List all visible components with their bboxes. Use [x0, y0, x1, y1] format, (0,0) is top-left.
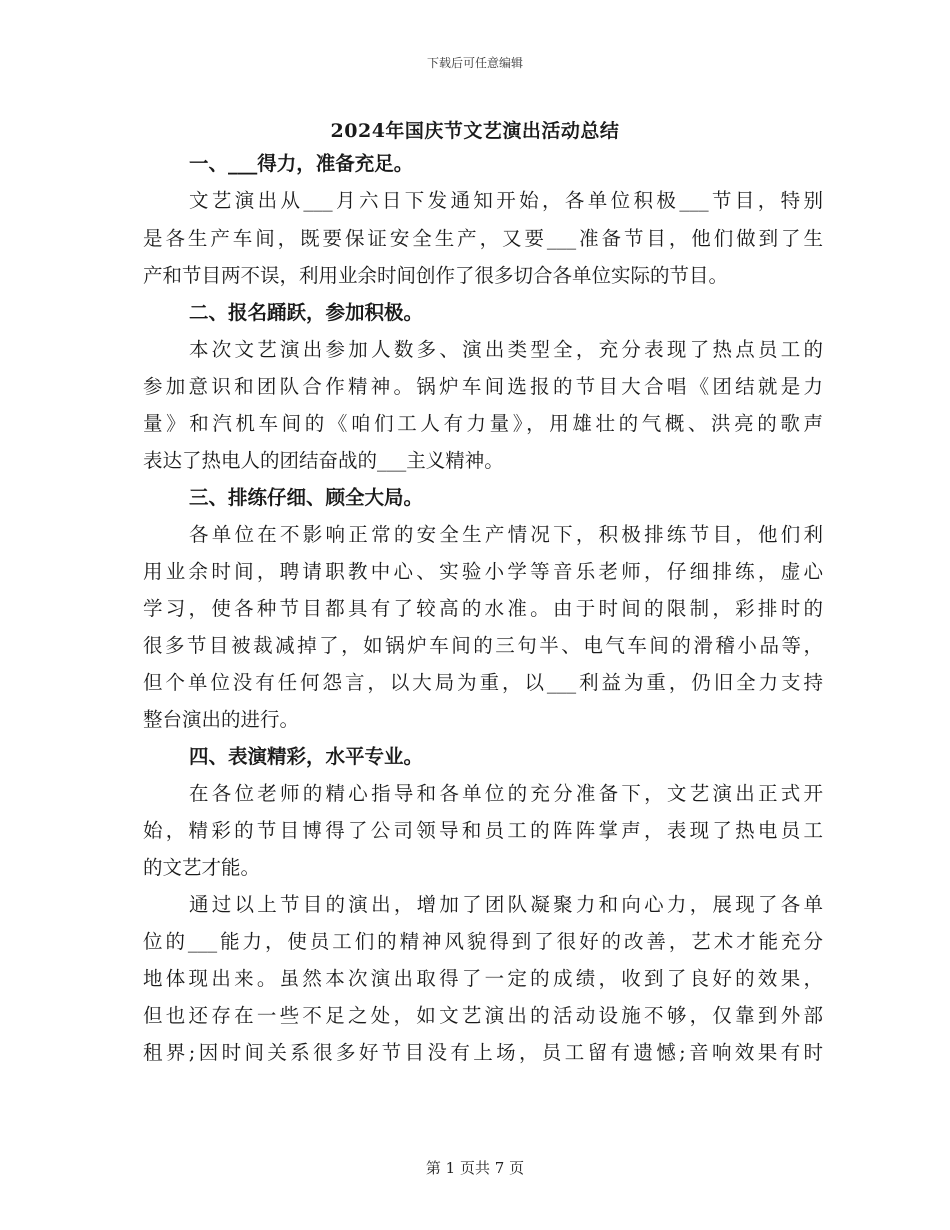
section-heading-2: 二、报名踊跃，参加积极。 — [189, 301, 424, 324]
paragraph-line: 但也还存在一些不足之处，如文艺演出的活动设施不够，仅靠到外部 — [143, 1004, 823, 1027]
paragraph-line: 参加意识和团队合作精神。锅炉车间选报的节目大合唱《团结就是力 — [143, 375, 823, 398]
page-number-footer: 第 1 页共 7 页 — [425, 1159, 525, 1177]
paragraph-line: 量》和汽机车间的《咱们工人有力量》，用雄壮的气概、洪亮的歌声 — [143, 412, 823, 435]
paragraph-line: 位的___能力，使员工们的精神风貌得到了很好的改善，艺术才能充分 — [143, 930, 823, 953]
paragraph-line: 本次文艺演出参加人数多、演出类型全，充分表现了热点员工的 — [189, 338, 823, 361]
paragraph-line: 很多节目被裁减掉了，如锅炉车间的三句半、电气车间的滑稽小品等， — [143, 634, 823, 657]
paragraph-line: 租界;因时间关系很多好节目没有上场，员工留有遗憾;音响效果有时 — [143, 1041, 823, 1064]
document-title: 2024年国庆节文艺演出活动总结 — [330, 120, 620, 142]
paragraph-line: 文艺演出从___月六日下发通知开始，各单位积极___节目，特别 — [189, 189, 823, 212]
section-heading-3: 三、排练仔细、顾全大局。 — [189, 486, 424, 509]
section-heading-1: 一、___得力，准备充足。 — [189, 152, 414, 175]
page-header: 下载后可任意编辑 — [426, 56, 523, 70]
paragraph-line: 产和节目两不误，利用业余时间创作了很多切合各单位实际的节目。 — [143, 264, 729, 287]
paragraph-line: 始，精彩的节目博得了公司领导和员工的阵阵掌声，表现了热电员工 — [143, 819, 823, 842]
paragraph-line: 但个单位没有任何怨言，以大局为重，以___利益为重，仍旧全力支持 — [143, 671, 823, 694]
paragraph-line: 用业余时间，聘请职教中心、实验小学等音乐老师，仔细排练，虚心 — [143, 560, 823, 583]
section-heading-4: 四、表演精彩，水平专业。 — [189, 745, 424, 768]
paragraph-line: 在各位老师的精心指导和各单位的充分准备下，文艺演出正式开 — [189, 782, 823, 805]
paragraph-line: 整台演出的进行。 — [143, 708, 300, 731]
paragraph-line: 各单位在不影响正常的安全生产情况下，积极排练节目，他们利 — [189, 523, 823, 546]
paragraph-line: 表达了热电人的团结奋战的___主义精神。 — [143, 449, 504, 472]
paragraph-line: 学习，使各种节目都具有了较高的水准。由于时间的限制，彩排时的 — [143, 597, 823, 620]
paragraph-line: 是各生产车间，既要保证安全生产，又要___准备节目，他们做到了生 — [143, 227, 823, 250]
paragraph-line: 地体现出来。虽然本次演出取得了一定的成绩，收到了良好的效果， — [143, 967, 823, 990]
paragraph-line: 的文艺才能。 — [143, 856, 261, 879]
paragraph-line: 通过以上节目的演出，增加了团队凝聚力和向心力，展现了各单 — [189, 893, 823, 916]
